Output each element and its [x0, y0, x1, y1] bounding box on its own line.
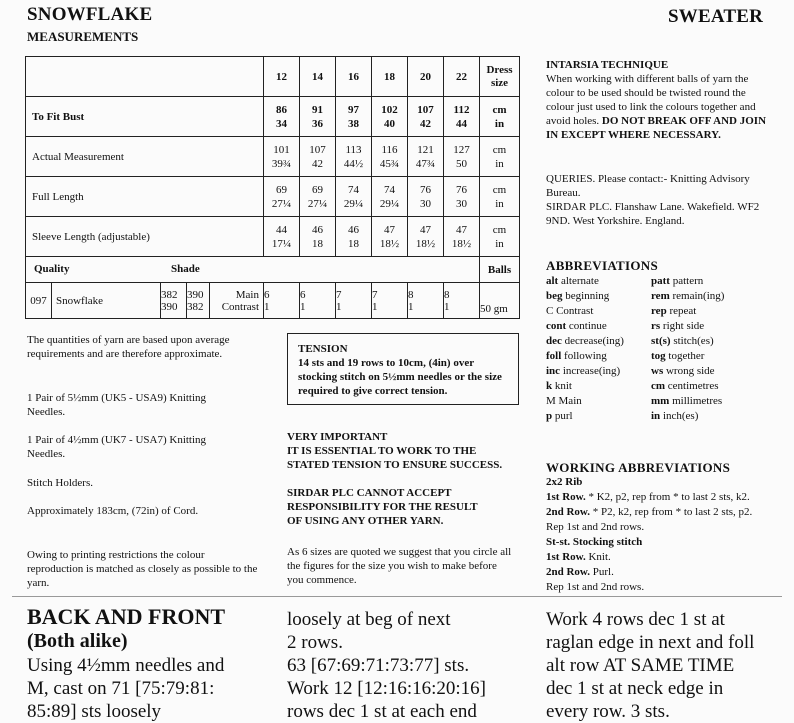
list-item: M Main [546, 395, 582, 407]
measurements-table [25, 56, 520, 257]
list-item: alt alternate [546, 275, 599, 287]
size-header-row [26, 57, 520, 97]
list-item: in inch(es) [651, 410, 699, 422]
list-item: rep repeat [651, 305, 697, 317]
table-row [26, 177, 520, 217]
size-cell: 12 [264, 57, 300, 97]
pattern-title: SNOWFLAKE [27, 4, 153, 25]
queries-section [546, 172, 771, 228]
value-cell: 76 30 [444, 177, 480, 217]
intarsia-text: When working with different balls of yarn the colour to be used should be twisted round the colour just used to link the colours together and avoid holes. [546, 73, 756, 127]
value-cell: 46 18 [300, 217, 336, 257]
list-item: cont continue [546, 320, 607, 332]
list-item: mm millimetres [651, 395, 723, 407]
yarn-quantity-table [25, 256, 520, 319]
quantities-note: The quantities of yarn are based upon average requirements and are therefore approximate. [27, 334, 230, 360]
section-divider [12, 596, 782, 597]
cord-note: Approximately 183cm, (72in) of Cord. [27, 505, 199, 517]
list-item: k knit [546, 380, 572, 392]
stitch-holders-note: Stitch Holders. [27, 477, 93, 489]
list-item: inc increase(ing) [546, 365, 621, 377]
value-cell: 127 50 [444, 137, 480, 177]
size-cell: 18 [372, 57, 408, 97]
unit-cell: cm in [480, 137, 520, 177]
intarsia-warning: DO NOT BREAK OFF AND JOIN IN EXCEPT WHERE NECESSARY. [546, 115, 767, 141]
working-abbreviations: 2x2 Rib 1st Row. * K2, p2, rep from * to last 2 sts, k2. 2nd Row. * P2, k2, rep from * to last 2 sts, p2. Rep 1st and 2nd rows. St-st. Stocking stitch 1st Row. Knit. 2nd Row. Purl. Rep 1st and 2nd rows. [546, 476, 753, 593]
table-row [26, 97, 520, 137]
dress-size-line2: size [490, 76, 509, 89]
ball-count-cell: 7 1 [336, 283, 372, 319]
shade-cell: 382 390 [161, 283, 187, 319]
list-item: st(s) stitch(es) [651, 335, 714, 347]
value-cell: 113 44½ [336, 137, 372, 177]
instructions-column-3: Work 4 rows dec 1 st at raglan edge in next and foll alt row AT SAME TIME dec 1 st at neck edge in every row. 3 sts. [546, 609, 755, 722]
intarsia-title: INTARSIA TECHNIQUE [546, 59, 669, 71]
list-item: C Contrast [546, 305, 594, 317]
value-cell: 107 42 [408, 97, 444, 137]
instructions-column-1: BACK AND FRONT (Both alike) Using 4½mm needles and M, cast on 71 [75:79:81: 85:89] sts loosely [27, 604, 277, 723]
shade-label: Shade [171, 263, 200, 275]
size-cell: 14 [300, 57, 336, 97]
shade-cell: 390 382 [187, 283, 210, 319]
row-label: Sleeve Length (adjustable) [26, 217, 264, 257]
row-label: To Fit Bust [26, 97, 264, 137]
ball-count-cell: 8 1 [408, 283, 444, 319]
yarn-code: 097 [26, 283, 52, 319]
value-cell: 44 17¼ [264, 217, 300, 257]
list-item: tog together [651, 350, 705, 362]
abbreviations-right [651, 274, 724, 424]
value-cell: 74 29¼ [336, 177, 372, 217]
value-cell: 47 18½ [372, 217, 408, 257]
list-item: cm centimetres [651, 380, 719, 392]
list-item: ws wrong side [651, 365, 715, 377]
quality-label: Quality [34, 263, 70, 275]
yarn-name: Snowflake [52, 283, 161, 319]
ball-count-cell: 7 1 [372, 283, 408, 319]
balls-label: Balls [480, 257, 520, 283]
unit-cell: cm in [480, 177, 520, 217]
yarn-row [26, 283, 520, 319]
value-cell: 76 30 [408, 177, 444, 217]
queries-line: QUERIES. Please contact:- Knitting Advisory Bureau. [546, 173, 750, 199]
tension-text: 14 sts and 19 rows to 10cm, (4in) over stocking stitch on 5½mm needles or the size required to give correct tension. [298, 357, 502, 397]
list-item: dec decrease(ing) [546, 335, 624, 347]
value-cell: 121 47¾ [408, 137, 444, 177]
size-cell: 16 [336, 57, 372, 97]
ball-count-cell: 6 1 [300, 283, 336, 319]
table-row [26, 217, 520, 257]
value-cell: 47 18½ [444, 217, 480, 257]
very-important-note: VERY IMPORTANT IT IS ESSENTIAL TO WORK TO THE STATED TENSION TO ENSURE SUCCESS. [287, 431, 503, 471]
unit-cell: cm in [480, 217, 520, 257]
both-alike-subheading: (Both alike) [27, 630, 128, 652]
pattern-title-right: SWEATER [668, 6, 764, 27]
section-subtitle: MEASUREMENTS [27, 29, 139, 44]
abbreviations-title: ABBREVIATIONS [546, 258, 659, 273]
ball-count-cell: 6 1 [264, 283, 300, 319]
list-item: patt pattern [651, 275, 704, 287]
quality-header-row [26, 257, 520, 283]
sizes-note: As 6 sizes are quoted we suggest that you circle all the figures for the size you wish to make before you commence. [287, 546, 512, 586]
size-cell: 22 [444, 57, 480, 97]
size-cell: 20 [408, 57, 444, 97]
colour-labels: Main Contrast [210, 283, 264, 319]
value-cell: 116 45¾ [372, 137, 408, 177]
quality-shade-header [26, 257, 480, 283]
row-label: Full Length [26, 177, 264, 217]
intarsia-section [546, 58, 774, 142]
list-item: rs right side [651, 320, 705, 332]
list-item: p purl [546, 410, 573, 422]
list-item: beg beginning [546, 290, 610, 302]
list-item: rem remain(ing) [651, 290, 725, 302]
value-cell: 74 29¼ [372, 177, 408, 217]
row-label: Actual Measurement [26, 137, 264, 177]
colour-note: Owing to printing restrictions the colour reproduction is matched as closely as possible to the yarn. [27, 549, 258, 589]
value-cell: 69 27¼ [300, 177, 336, 217]
tension-title: TENSION [298, 343, 348, 355]
ball-count-cell: 8 1 [444, 283, 480, 319]
abbreviations-left [546, 274, 624, 424]
ball-weight: 50 gm [480, 283, 520, 319]
value-cell: 107 42 [300, 137, 336, 177]
table-row [26, 137, 520, 177]
dress-size-header [480, 57, 520, 97]
value-cell: 112 44 [444, 97, 480, 137]
value-cell: 97 38 [336, 97, 372, 137]
value-cell: 91 36 [300, 97, 336, 137]
dress-size-line1: Dress [486, 63, 513, 76]
value-cell: 102 40 [372, 97, 408, 137]
instructions-column-2: loosely at beg of next 2 rows. 63 [67:69:71:73:77] sts. Work 12 [12:16:16:20:16] rows dec 1 st at each end [287, 609, 487, 722]
value-cell: 86 34 [264, 97, 300, 137]
address-line: SIRDAR PLC. Flanshaw Lane. Wakefield. WF2 9ND. West Yorkshire. England. [546, 201, 760, 227]
needles-note-1: 1 Pair of 5½mm (UK5 - USA9) Knitting Needles. [27, 392, 207, 418]
value-cell: 46 18 [336, 217, 372, 257]
unit-cell: cm in [480, 97, 520, 137]
back-front-heading: BACK AND FRONT [27, 604, 226, 629]
value-cell: 47 18½ [408, 217, 444, 257]
working-abbreviations-title: WORKING ABBREVIATIONS [546, 460, 731, 475]
value-cell: 101 39¾ [264, 137, 300, 177]
list-item: foll following [546, 350, 607, 362]
corner-cell [26, 57, 264, 97]
value-cell: 69 27¼ [264, 177, 300, 217]
needles-note-2: 1 Pair of 4½mm (UK7 - USA7) Knitting Needles. [27, 434, 207, 460]
responsibility-note: SIRDAR PLC CANNOT ACCEPT RESPONSIBILITY FOR THE RESULT OF USING ANY OTHER YARN. [287, 487, 478, 527]
tension-box [287, 333, 519, 405]
